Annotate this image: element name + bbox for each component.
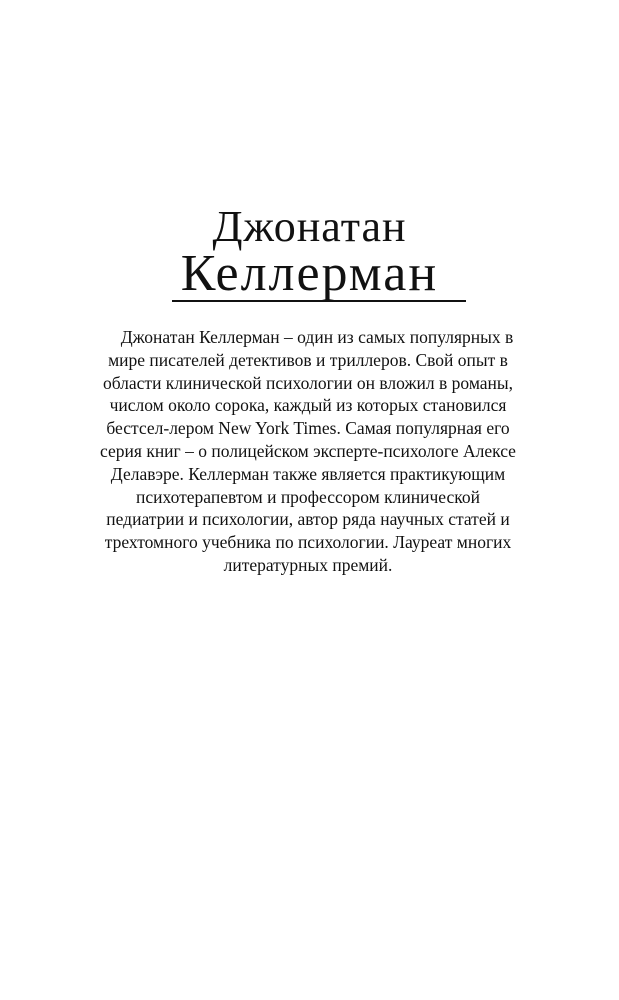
author-bio	[98, 326, 518, 577]
author-last-name: Келлерман	[180, 245, 439, 302]
bio-paragraph	[98, 326, 518, 577]
title-divider	[172, 300, 466, 302]
bio-text: Джонатан Келлерман – один из самых популярных в мире писателей детективов и триллеров. Свой опыт в области клинической психологии он вложил в романы, числом около сорока, каждый из которых становился бестсел-лером New York Times. Самая популярная его серия книг – о полицейском эксперте-психологе Алексе Делавэре. Келлерман также является практикующим психотерапевтом и профессором клинической педиатрии и психологии, автор ряда научных статей и трехтомного учебника по психологии. Лауреат многих литературных премий.	[100, 327, 516, 575]
author-name	[0, 202, 619, 302]
author-first-name: Джонатан	[212, 202, 407, 251]
